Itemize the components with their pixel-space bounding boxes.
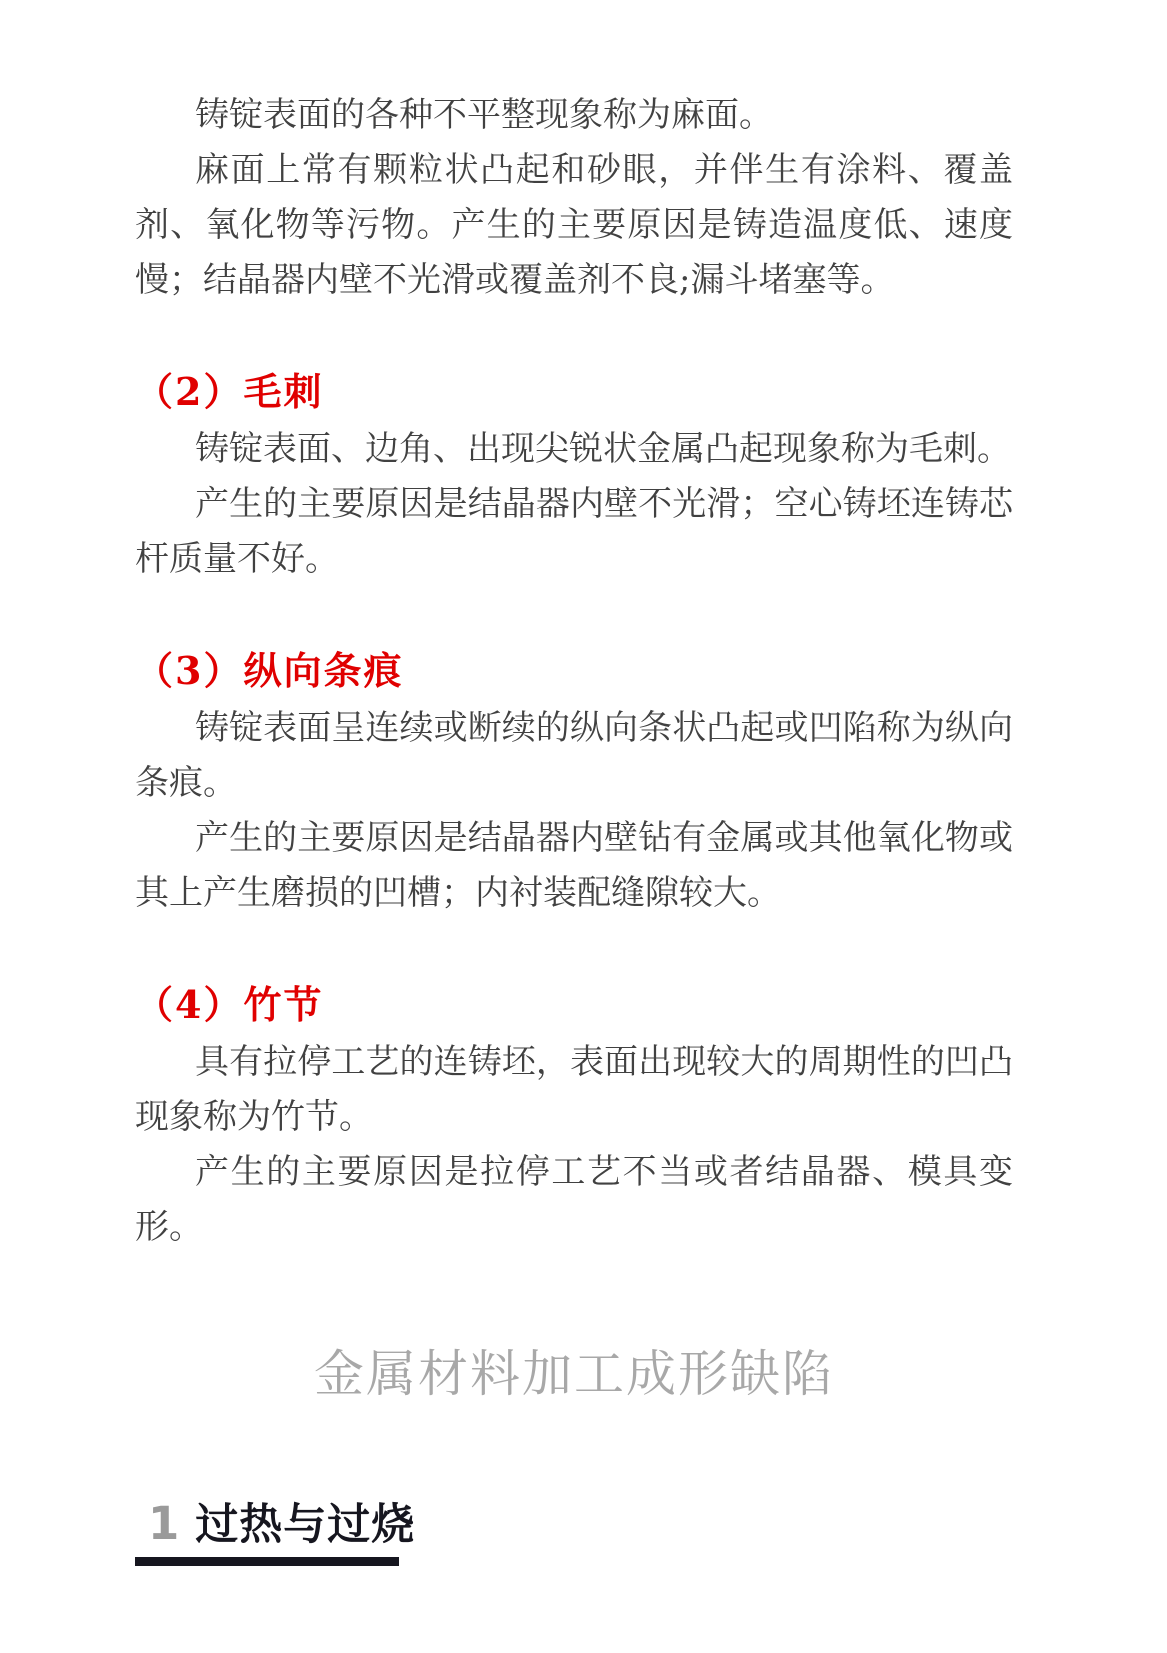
chapter-header: [135, 1497, 1013, 1566]
section-heading-2: （2）毛刺: [135, 369, 324, 414]
body-paragraph: 产生的主要原因是拉停工艺不当或者结晶器、模具变形。: [135, 1152, 1013, 1247]
body-paragraph: 产生的主要原因是结晶器内壁不光滑；空心铸坯连铸芯杆质量不好。: [135, 484, 1013, 579]
body-paragraph: 铸锭表面的各种不平整现象称为麻面。: [195, 95, 773, 135]
chapter-underline: [135, 1557, 399, 1566]
body-paragraph: 铸锭表面呈连续或断续的纵向条状凸起或凹陷称为纵向条痕。: [135, 708, 1013, 803]
body-paragraph: 铸锭表面、边角、出现尖锐状金属凸起现象称为毛刺。: [195, 429, 1011, 469]
chapter-row: [148, 1497, 1013, 1550]
watermark-title: 金属材料加工成形缺陷: [314, 1345, 834, 1403]
section-heading-3: （3）纵向条痕: [135, 648, 404, 693]
body-paragraph: 麻面上常有颗粒状凸起和砂眼，并伴生有涂料、覆盖剂、氧化物等污物。产生的主要原因是铸造温度低、速度慢；结晶器内壁不光滑或覆盖剂不良;漏斗堵塞等。: [135, 150, 1013, 300]
chapter-title: 过热与过烧: [195, 1500, 416, 1550]
section-heading-4: （4）竹节: [135, 982, 324, 1027]
chapter-number: 1: [148, 1497, 180, 1550]
body-paragraph: 产生的主要原因是结晶器内壁钻有金属或其他氧化物或其上产生磨损的凹槽；内衬装配缝隙较大。: [135, 818, 1013, 913]
body-paragraph: 具有拉停工艺的连铸坯，表面出现较大的周期性的凹凸现象称为竹节。: [135, 1042, 1013, 1137]
